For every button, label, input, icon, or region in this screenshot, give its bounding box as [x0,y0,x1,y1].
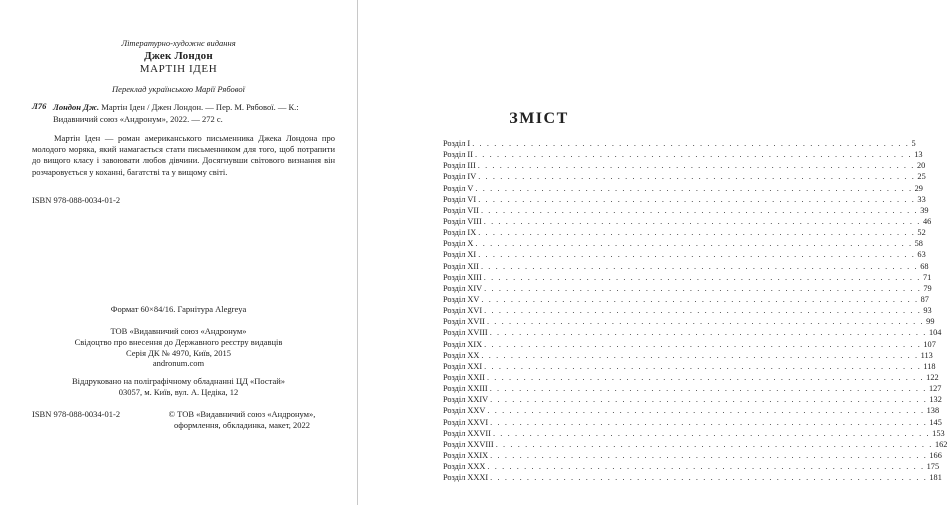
toc-entry-page: 52 [917,228,926,238]
toc-leader-dots: . . . . . . . . . . . . . . . . . . . . . . . . . . . . . . . . . . . . . . . . . . . . . . . . . . . . . . . . . . . . [478,228,916,238]
toc-entry-title: Розділ XIII [443,272,482,282]
toc-entry-page: 68 [920,261,929,271]
toc-entry-page: 162 [934,439,947,449]
toc-leader-dots: . . . . . . . . . . . . . . . . . . . . . . . . . . . . . . . . . . . . . . . . . . . . . . . . . . . . . . . . . . . . [478,250,916,260]
translation-note: Переклад українською Марії Рябової [112,84,245,94]
toc-entry-page: 118 [923,361,936,371]
toc-entry-title: Розділ II [443,150,473,160]
toc-entry-title: Розділ XXV [443,406,486,416]
toc-entry-page: 29 [914,183,923,193]
toc-entry-page: 166 [929,450,942,460]
toc-leader-dots: . . . . . . . . . . . . . . . . . . . . . . . . . . . . . . . . . . . . . . . . . . . . . . . . . . . . . . . . . . . . [486,317,925,327]
toc-entry [443,249,926,260]
toc-leader-dots: . . . . . . . . . . . . . . . . . . . . . . . . . . . . . . . . . . . . . . . . . . . . . . . . . . . . . . . . . . . . [489,328,927,338]
toc-entry [443,283,932,294]
toc-entry-title: Розділ XVI [443,306,483,316]
printer-block [0,376,357,398]
toc-entry-title: Розділ IX [443,228,477,238]
toc-leader-dots: . . . . . . . . . . . . . . . . . . . . . . . . . . . . . . . . . . . . . . . . . . . . . . . . . . . . . . . . . . . . [481,350,919,360]
toc-entry [443,160,926,171]
toc-entry-page: 104 [928,328,942,338]
toc-entry-title: Розділ XVII [443,317,485,327]
toc-entry [443,261,929,272]
toc-entry-page: 63 [917,250,926,260]
toc-entry-title: Розділ XV [443,294,480,304]
toc-entry-page: 175 [926,462,940,472]
toc-entry-title: Розділ V [443,183,474,193]
toc-entry-title: Розділ VIII [443,216,482,226]
toc-entry-page: 107 [923,339,936,349]
toc-entry-page: 132 [929,395,942,405]
toc-entry-title: Розділ I [443,139,471,148]
toc-leader-dots: . . . . . . . . . . . . . . . . . . . . . . . . . . . . . . . . . . . . . . . . . . . . . . . . . . . . . . . . . . . . [475,183,913,193]
toc-entry-title: Розділ XVIII [443,328,488,338]
toc-entry-page: 87 [920,294,929,304]
toc-leader-dots: . . . . . . . . . . . . . . . . . . . . . . . . . . . . . . . . . . . . . . . . . . . . . . . . . . . . . . . . . . . . [481,294,919,304]
toc-entry [443,461,940,472]
catalog-author: Лондон Дж. [53,102,100,112]
toc-entry [443,372,939,383]
copyright-line-1: © ТОВ «Видавничий союз «Андронум», [168,409,316,419]
toc-entry-page: 79 [923,283,932,293]
isbn-bottom: ISBN 978-088-0034-01-2 [32,409,121,419]
toc-entry [443,294,929,305]
toc-entry [443,316,935,327]
toc-entry-title: Розділ XIX [443,339,483,349]
toc-entry [443,171,926,182]
publisher-block [0,326,357,369]
printer-name: Віддруковано на поліграфічному обладнанні ЦД «Постай» [71,376,286,386]
toc-leader-dots: . . . . . . . . . . . . . . . . . . . . . . . . . . . . . . . . . . . . . . . . . . . . . . . . . . . . . . . . . . . . [486,372,925,382]
toc-entry-title: Розділ XI [443,250,477,260]
toc-entry-page: 71 [922,272,932,282]
toc-entry-title: Розділ XXI [443,361,483,371]
toc-entry-page: 39 [920,205,929,215]
toc-entry [443,361,936,372]
toc-entry-page: 113 [920,350,933,360]
toc-entry [443,272,932,283]
copyright-line-2: оформлення, обкладинка, макет, 2022 [173,419,311,430]
toc-leader-dots: . . . . . . . . . . . . . . . . . . . . . . . . . . . . . . . . . . . . . . . . . . . . . . . . . . . . . . . . . . . . [480,205,919,215]
toc-entry-page: 181 [929,473,942,483]
toc-leader-dots: . . . . . . . . . . . . . . . . . . . . . . . . . . . . . . . . . . . . . . . . . . . . . . . . . . . . . . . . . . . . [484,283,922,293]
catalog-code: Л76 [32,101,47,111]
toc-entry [443,138,916,149]
book-title: МАРТІН ІДЕН [139,63,218,75]
toc-entry [443,350,933,361]
toc-entry [443,450,942,461]
toc-entry-title: Розділ XIV [443,283,483,293]
toc-entry-title: Розділ XXVII [443,428,491,438]
toc-entry-page: 20 [916,161,926,171]
toc-entry-title: Розділ XII [443,261,479,271]
toc-entry-title: Розділ XXVIII [443,439,494,449]
toc-entry [443,183,923,194]
toc-leader-dots: . . . . . . . . . . . . . . . . . . . . . . . . . . . . . . . . . . . . . . . . . . . . . . . . . . . . . . . . . . . . [474,150,913,160]
toc-entry-title: Розділ III [443,161,476,171]
toc-entry-title: Розділ VII [443,205,479,215]
toc-entry [443,417,942,428]
toc-entry-page: 127 [928,384,942,394]
toc-leader-dots: . . . . . . . . . . . . . . . . . . . . . . . . . . . . . . . . . . . . . . . . . . . . . . . . . . . . . . . . . . . . [483,272,921,282]
toc-entry [443,216,932,227]
toc-entry-page: 13 [914,150,923,160]
toc-entry-page: 33 [917,194,926,204]
toc-entry-page: 5 [911,139,916,148]
toc-leader-dots: . . . . . . . . . . . . . . . . . . . . . . . . . . . . . . . . . . . . . . . . . . . . . . . . . . . . . . . . . . . . [475,239,913,249]
catalog-entry [53,101,335,125]
toc-entry [443,149,923,160]
toc-entry-page: 153 [932,428,945,438]
toc-leader-dots: . . . . . . . . . . . . . . . . . . . . . . . . . . . . . . . . . . . . . . . . . . . . . . . . . . . . . . . . . . . . [490,417,928,427]
publisher-name: ТОВ «Видавничий союз «Андронум» [110,326,247,336]
toc-entry-page: 58 [914,239,923,249]
toc-entry-title: Розділ X [443,239,474,249]
toc-entry-page: 25 [917,172,926,182]
toc-list [443,138,947,483]
toc-leader-dots: . . . . . . . . . . . . . . . . . . . . . . . . . . . . . . . . . . . . . . . . . . . . . . . . . . . . . . . . . . . . [484,361,922,371]
toc-entry-title: Розділ XXXI [443,473,489,483]
toc-entry-title: Розділ XXVI [443,417,489,427]
format-line: Формат 60×84/16. Гарнітура Alegreya [110,304,247,314]
toc-leader-dots: . . . . . . . . . . . . . . . . . . . . . . . . . . . . . . . . . . . . . . . . . . . . . . . . . . . . . . . . . . . . [472,139,910,148]
toc-leader-dots: . . . . . . . . . . . . . . . . . . . . . . . . . . . . . . . . . . . . . . . . . . . . . . . . . . . . . . . . . . . . [495,439,933,449]
toc-entry [443,205,929,216]
toc-entry-title: Розділ IV [443,172,477,182]
toc-entry [443,439,947,450]
toc-leader-dots: . . . . . . . . . . . . . . . . . . . . . . . . . . . . . . . . . . . . . . . . . . . . . . . . . . . . . . . . . . . . [490,473,928,483]
toc-entry-page: 138 [926,406,940,416]
toc-heading: ЗМІСТ [509,110,569,127]
toc-entry [443,227,926,238]
toc-leader-dots: . . . . . . . . . . . . . . . . . . . . . . . . . . . . . . . . . . . . . . . . . . . . . . . . . . . . . . . . . . . . [490,450,928,460]
toc-entry [443,472,942,483]
toc-entry-page: 145 [929,417,942,427]
printer-address: 03057, м. Київ, вул. А. Цедіка, 12 [118,386,239,397]
toc-leader-dots: . . . . . . . . . . . . . . . . . . . . . . . . . . . . . . . . . . . . . . . . . . . . . . . . . . . . . . . . . . . . [490,395,928,405]
toc-leader-dots: . . . . . . . . . . . . . . . . . . . . . . . . . . . . . . . . . . . . . . . . . . . . . . . . . . . . . . . . . . . . [487,462,925,472]
publisher-series: Серія ДК № 4970, Київ, 2015 [125,347,232,358]
toc-entry [443,394,942,405]
toc-entry [443,305,932,316]
toc-entry-page: 46 [922,216,932,226]
toc-entry-page: 122 [926,372,939,382]
toc-entry [443,339,936,350]
toc-leader-dots: . . . . . . . . . . . . . . . . . . . . . . . . . . . . . . . . . . . . . . . . . . . . . . . . . . . . . . . . . . . . [483,216,921,226]
author-name: Джек Лондон [144,50,213,62]
toc-leader-dots: . . . . . . . . . . . . . . . . . . . . . . . . . . . . . . . . . . . . . . . . . . . . . . . . . . . . . . . . . . . . [489,384,927,394]
publisher-certificate: Свідоцтво про внесення до Державного реєстру видавців [74,336,283,347]
series-label: Літературно-художнє видання [121,38,236,48]
toc-leader-dots: . . . . . . . . . . . . . . . . . . . . . . . . . . . . . . . . . . . . . . . . . . . . . . . . . . . . . . . . . . . . [480,261,919,271]
toc-leader-dots: . . . . . . . . . . . . . . . . . . . . . . . . . . . . . . . . . . . . . . . . . . . . . . . . . . . . . . . . . . . . [487,406,925,416]
toc-entry-title: Розділ VI [443,194,477,204]
toc-leader-dots: . . . . . . . . . . . . . . . . . . . . . . . . . . . . . . . . . . . . . . . . . . . . . . . . . . . . . . . . . . . . [478,194,916,204]
toc-entry-title: Розділ XXIII [443,384,488,394]
toc-entry-title: Розділ XXIX [443,450,489,460]
toc-entry-title: Розділ XX [443,350,480,360]
toc-entry-title: Розділ XXIV [443,395,489,405]
toc-entry [443,327,942,338]
toc-entry [443,194,926,205]
toc-leader-dots: . . . . . . . . . . . . . . . . . . . . . . . . . . . . . . . . . . . . . . . . . . . . . . . . . . . . . . . . . . . . [478,172,916,182]
isbn-top: ISBN 978-088-0034-01-2 [32,195,121,205]
toc-leader-dots: . . . . . . . . . . . . . . . . . . . . . . . . . . . . . . . . . . . . . . . . . . . . . . . . . . . . . . . . . . . . [492,428,931,438]
toc-entry [443,238,923,249]
copyright-block [167,409,317,431]
publisher-website: andronum.com [152,358,205,369]
catalog-text: Мартін Іден / Джен Лондон. — Пер. М. Рябової. — К.: Видавничий союз «Андронум», 2022. — 272 с. [53,102,299,124]
toc-entry-title: Розділ XXX [443,462,486,472]
toc-leader-dots: . . . . . . . . . . . . . . . . . . . . . . . . . . . . . . . . . . . . . . . . . . . . . . . . . . . . . . . . . . . . [477,161,915,171]
toc-entry-page: 99 [926,317,935,327]
toc-leader-dots: . . . . . . . . . . . . . . . . . . . . . . . . . . . . . . . . . . . . . . . . . . . . . . . . . . . . . . . . . . . . [484,339,922,349]
toc-entry [443,428,945,439]
toc-entry [443,405,940,416]
annotation: Мартін Іден — роман американського письменника Джека Лондона про молодого моряка, який намагається стати письменником для того, щоб потрапити до вищого класу і завоювати любов дівчини. Досягнувши світового визнання він розчаровується у коханні, багатстві та у вищому світі. [32,133,335,177]
toc-leader-dots: . . . . . . . . . . . . . . . . . . . . . . . . . . . . . . . . . . . . . . . . . . . . . . . . . . . . . . . . . . . . [484,306,922,316]
toc-entry-title: Розділ XXII [443,372,485,382]
toc-entry-page: 93 [923,306,932,316]
toc-entry [443,383,942,394]
